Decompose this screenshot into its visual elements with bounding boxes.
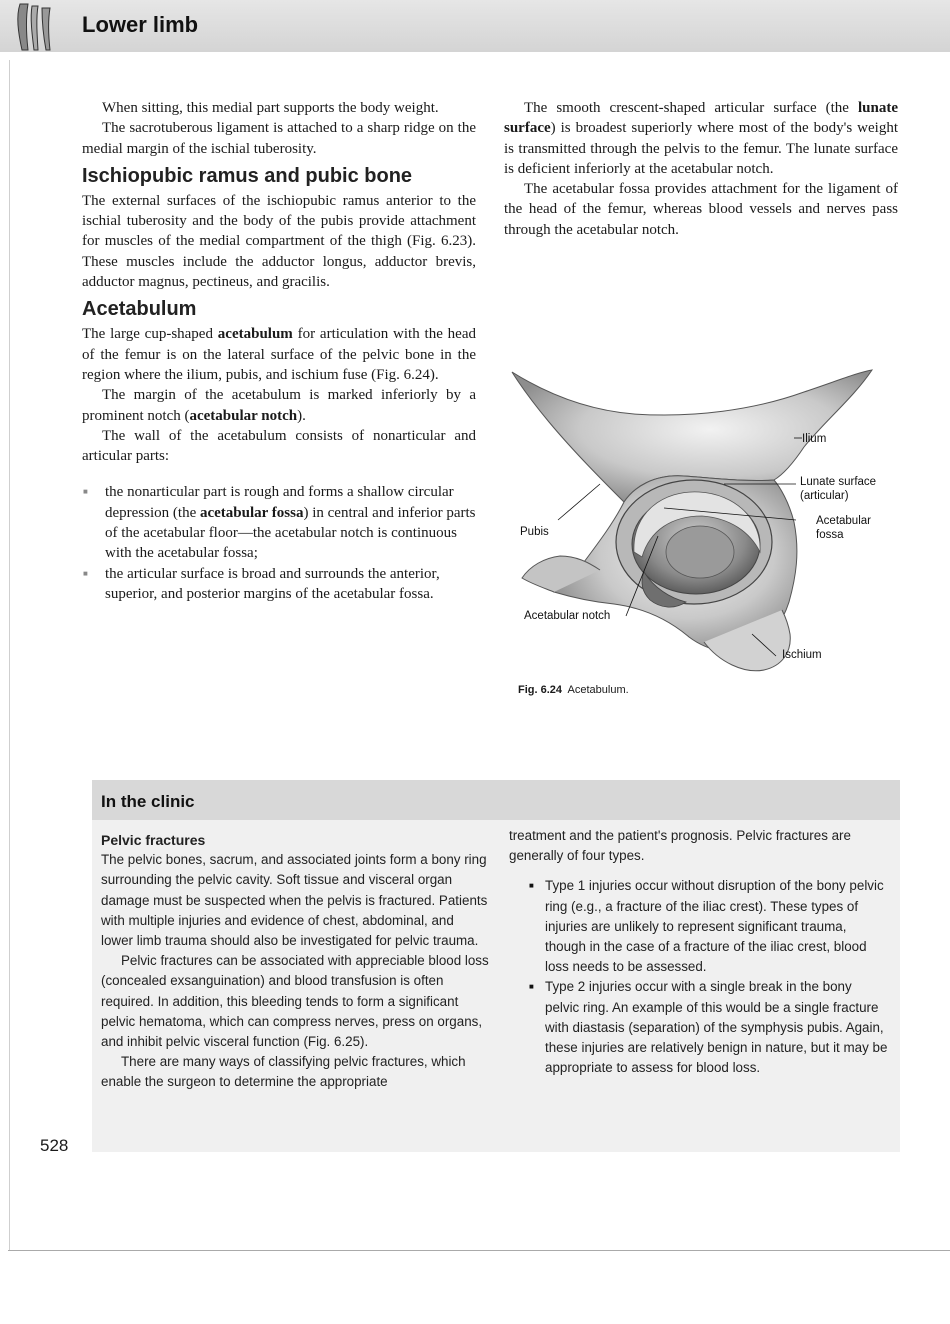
label-pubis: Pubis	[520, 526, 549, 538]
paragraph: When sitting, this medial part supports the body weight.	[102, 100, 439, 116]
label-acetabular-notch: Acetabular notch	[524, 610, 611, 622]
paragraph: There are many ways of classifying pelvic fractures, which enable the surgeon to determine the appropriate	[101, 1054, 466, 1090]
margin-rule	[9, 60, 10, 1250]
paragraph: treatment and the patient's prognosis. Pelvic fractures are generally of four types.	[509, 828, 851, 864]
paragraph: The acetabular fossa provides attachment for the ligament of the head of the femur, whereas blood vessels and nerves pass through the acetabular notch.	[504, 181, 898, 238]
paragraph: The smooth crescent-shaped articular surface (the lunate surface) is broadest superiorly where most of the body's weight is transmitted through the pelvis to the femur. The lunate surface is deficient inferiorly at the acetabular notch.	[504, 100, 898, 177]
bullet-list	[82, 482, 476, 604]
paragraph: The large cup-shaped acetabulum for articulation with the head of the femur is on the lateral surface of the pelvic bone in the region where the ilium, pubis, and ischium fuse (Fig. 6.24).	[82, 326, 476, 383]
figure-acetabulum	[504, 352, 898, 704]
label-ilium: Ilium	[802, 433, 827, 445]
paragraph: The wall of the acetabulum consists of nonarticular and articular parts:	[82, 427, 476, 465]
section-heading-acetabulum: Acetabulum	[82, 298, 197, 321]
term-acetabulum: acetabulum	[217, 326, 293, 343]
clinic-subtitle: Pelvic fractures	[101, 832, 206, 848]
label-lunate-articular: (articular)	[800, 490, 849, 502]
paragraph: Pelvic fractures can be associated with appreciable blood loss (concealed exsanguination) and blood transfusion is often required. In addition, this bleeding tends to form a significant pelvic hematoma, which can compress nerves, press on organs, and inhibit pelvic visceral function (Fig. 6.25).	[101, 953, 489, 1050]
list-item: ■ Type 1 injuries occur without disruption of the bony pelvic ring (e.g., a fracture of the iliac crest). These types of injuries are unlikely to represent significant trauma, though in the case of a fracture of the iliac crest, blood loss needs to be assessed.	[527, 876, 889, 977]
right-column	[504, 98, 898, 240]
paragraph: The external surfaces of the ischiopubic ramus anterior to the ischial tuberosity and the body of the pubis provide attachment for muscles of the medial compartment of the thigh (Fig. 6.23). These muscles include the adductor longus, adductor brevis, adductor magnus, pectineus, and gracilis.	[82, 192, 476, 291]
figure-number: Fig. 6.24	[518, 684, 563, 696]
label-acetabular-fossa-2: fossa	[816, 529, 844, 541]
label-lunate-surface: Lunate surface	[800, 476, 877, 488]
list-item: ■ the articular surface is broad and surrounds the anterior, superior, and posterior margins of the acetabular fossa.	[82, 564, 476, 605]
label-ischium: Ischium	[782, 649, 822, 661]
clinic-title: In the clinic	[101, 792, 195, 811]
label-acetabular-fossa-1: Acetabular	[816, 515, 871, 527]
clinic-bullet-list	[527, 876, 889, 1078]
chapter-title: Lower limb	[82, 12, 199, 37]
list-item: ■ the nonarticular part is rough and forms a shallow circular depression (the acetabular fossa) in central and inferior parts of the acetabular floor—the acetabular notch is continuous with the acetabular fossa;	[82, 482, 476, 563]
term-acetabular-notch: acetabular notch	[189, 407, 298, 424]
clinic-left-column	[101, 830, 489, 1093]
in-the-clinic-box	[92, 780, 900, 1152]
bottom-rule	[8, 1250, 950, 1251]
chapter-header-band	[0, 0, 950, 52]
paragraph: The margin of the acetabulum is marked inferiorly by a prominent notch (acetabular notch).	[82, 387, 476, 424]
paragraph: The pelvic bones, sacrum, and associated joints form a bony ring surrounding the pelvic cavity. Soft tissue and visceral organ damage must be suspected when the pelvis is fractured. Patients with multiple injuries and evidence of chest, abdominal, and lower limb trauma should also be investigated for pelvic trauma.	[101, 852, 488, 949]
section-heading-ischiopubic: Ischiopubic ramus and pubic bone	[82, 164, 413, 187]
left-column	[82, 98, 476, 604]
clinic-header	[92, 780, 900, 820]
leg-bone-icon	[6, 2, 56, 52]
term-acetabular-fossa: acetabular fossa	[199, 504, 304, 521]
figure-caption: Fig. 6.24 Acetabulum.	[518, 684, 629, 696]
term-lunate-surface: lunate surface	[504, 100, 898, 137]
list-item: ■ Type 2 injuries occur with a single break in the bony pelvic ring. An example of this would be a single fracture with diastasis (separation) of the symphysis pubis. Again, these injuries are relatively benign in nature, but it may be appropriate to assess for blood loss.	[527, 977, 889, 1078]
clinic-right-column	[509, 826, 889, 1078]
page-number: 528	[40, 1136, 69, 1155]
paragraph: The sacrotuberous ligament is attached to a sharp ridge on the medial margin of the ischial tuberosity.	[82, 120, 476, 157]
